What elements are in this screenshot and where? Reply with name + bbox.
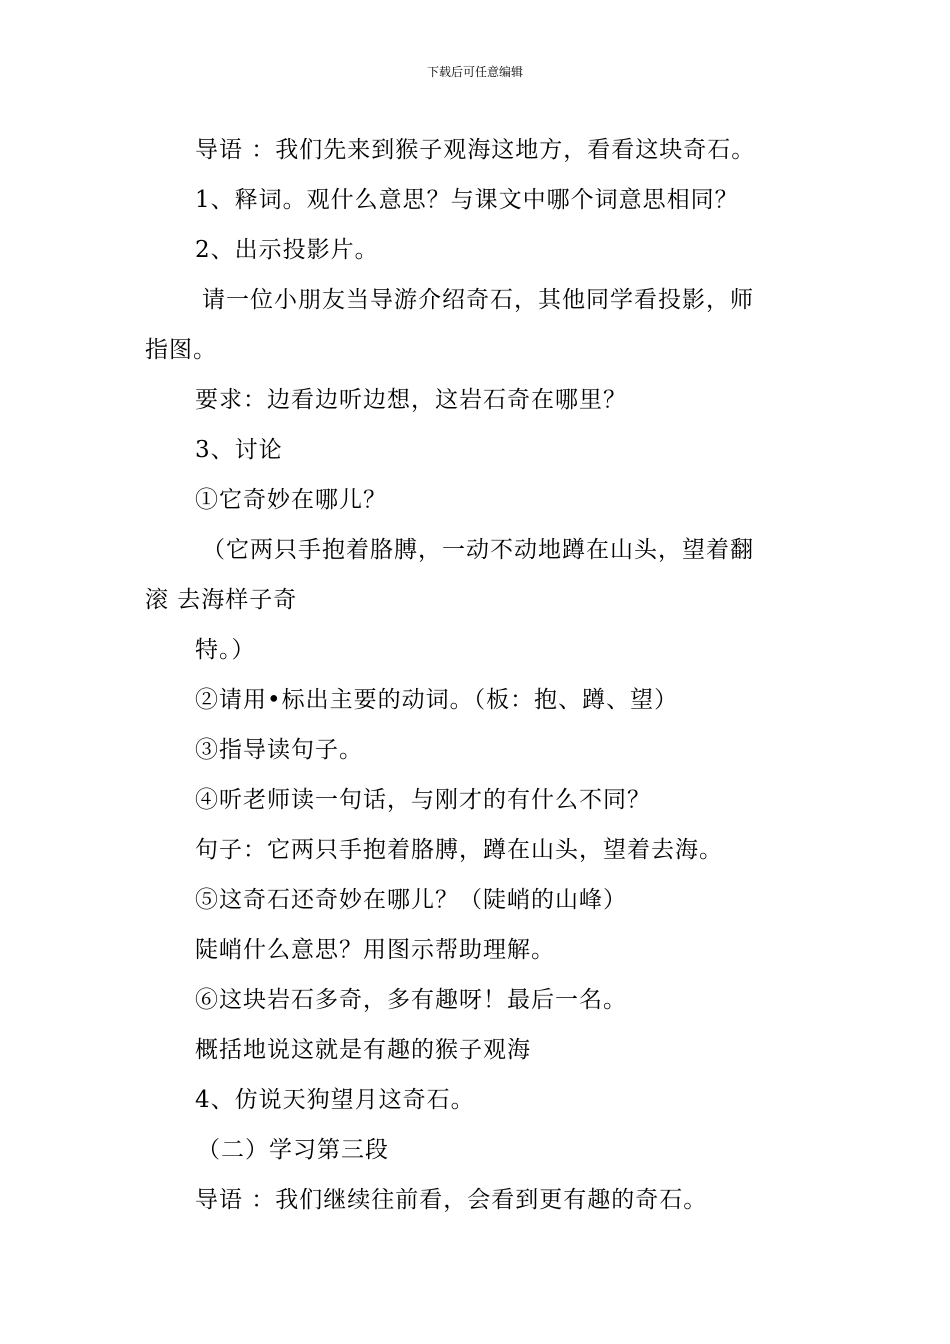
paragraph-guide-line-1: 请一位小朋友当导游介绍奇石，其他同学看投影，师 bbox=[202, 287, 754, 313]
paragraph-step-2: 2、出示投影片。 bbox=[195, 237, 379, 263]
paragraph-item-5: ⑤这奇石还奇妙在哪儿？（陡峭的山峰） bbox=[195, 887, 627, 913]
paragraph-sentence: 句子：它两只手抱着胳膊，蹲在山头，望着去海。 bbox=[195, 837, 723, 863]
paragraph-step-3: 3、讨论 bbox=[195, 437, 283, 463]
paragraph-guide-line-2: 指图。 bbox=[145, 337, 217, 363]
paragraph-step-4: 4、仿说天狗望月这奇石。 bbox=[195, 1087, 475, 1113]
paragraph-item-6: ⑥这块岩石多奇，多有趣呀！最后一名。 bbox=[195, 987, 627, 1013]
paragraph-answer-line-1: （它两只手抱着胳膊，一动不动地蹲在山头，望着翻 bbox=[202, 537, 754, 563]
paragraph-answer-line-2: 滚 去海样子奇 bbox=[145, 587, 298, 613]
paragraph-requirement: 要求：边看边听边想，这岩石奇在哪里？ bbox=[195, 387, 627, 413]
paragraph-summary: 概括地说这就是有趣的猴子观海 bbox=[195, 1037, 531, 1063]
section-heading: （二）学习第三段 bbox=[197, 1137, 389, 1163]
paragraph-steep-meaning: 陡峭什么意思？用图示帮助理解。 bbox=[195, 937, 555, 963]
page-header: 下载后可任意编辑 bbox=[426, 65, 523, 79]
paragraph-item-2: ②请用•标出主要的动词。（板：抱、蹲、望） bbox=[195, 687, 679, 713]
paragraph-item-3: ③指导读句子。 bbox=[195, 737, 363, 763]
paragraph-item-4: ④听老师读一句话，与刚才的有什么不同？ bbox=[195, 787, 651, 813]
paragraph-item-1: ①它奇妙在哪儿？ bbox=[195, 487, 387, 513]
paragraph-answer-line-3: 特。） bbox=[195, 637, 256, 663]
paragraph-intro: 导语 ：我们先来到猴子观海这地方，看看这块奇石。 bbox=[195, 137, 756, 163]
paragraph-step-1: 1、释词。观什么意思？与课文中哪个词意思相同？ bbox=[195, 187, 739, 213]
paragraph-intro-2: 导语 ：我们继续往前看，会看到更有趣的奇石。 bbox=[195, 1187, 708, 1213]
